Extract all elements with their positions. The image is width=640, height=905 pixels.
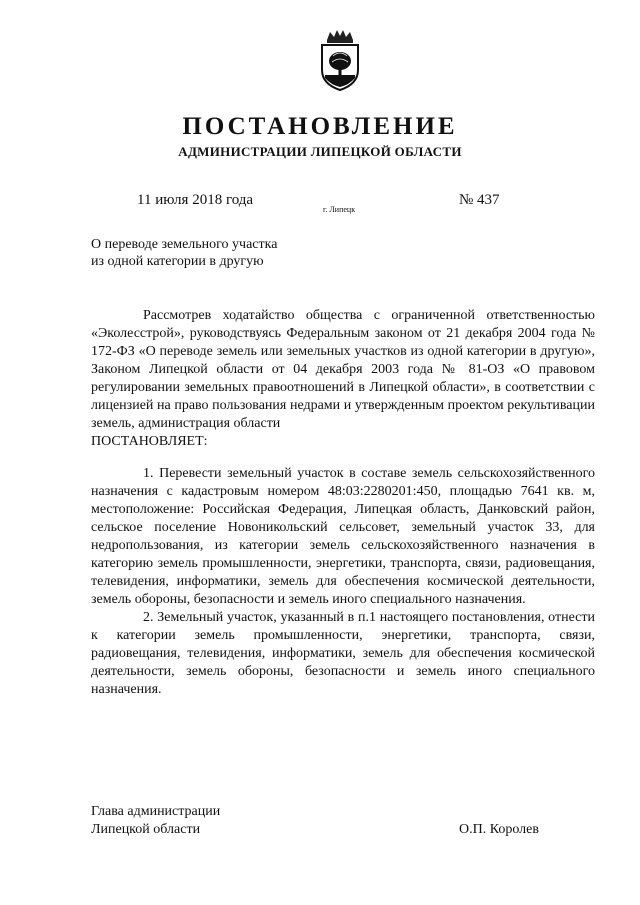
resolve-heading: ПОСТАНОВЛЯЕТ: bbox=[91, 434, 208, 449]
preamble-paragraph: Рассмотрев ходатайство общества с ограниченной ответственностью «Эколесстрой», руководствуясь Федеральным законом от 21 декабря 2004 года № 172-ФЗ «О переводе земель или земельных участков из одной категории в другую», Законом Липецкой области от 04 декабря 2003 года № 81-ОЗ «О правовом регулировании земельных правоотношений в Липецкой области», в соответствии с лицензией на право пользования недрами и утвержденным проектом рекультивации земель, администрация области bbox=[91, 308, 595, 431]
item-2-paragraph: 2. Земельный участок, указанный в п.1 настоящего постановления, отнести к категории земель промышленности, энергетики, транспорта, связи, радиовещания, телевидения, информатики, земель для обеспечения космической деятельности, земель обороны, безопасности и земель иного специального назначения. bbox=[91, 610, 595, 697]
subject-line-1: О переводе земельного участка bbox=[91, 237, 278, 252]
item-1-paragraph: 1. Перевести земельный участок в составе земель сельскохозяйственного назначения с кадастровым номером 48:03:2280201:450, площадью 7641 кв. м, местоположение: Российская Федерация, Липецкая область, Данковский район, сельское поселение Новоникольский сельсовет, земельный участок 33, для недропользования, из категории земель сельскохозяйственного назначения в категорию земель промышленности, энергетики, транспорта, связи, радиовещания, телевидения, информатики, земель для обеспечения космической деятельности, земель обороны, безопасности и земель иного специального назначения. bbox=[91, 466, 595, 607]
document-city: г. Липецк bbox=[323, 205, 356, 214]
document-title: ПОСТАНОВЛЕНИЕ bbox=[182, 113, 458, 140]
signatory-name: О.П. Королев bbox=[459, 822, 539, 837]
document-number: № 437 bbox=[459, 192, 500, 208]
signature-position bbox=[91, 803, 220, 839]
document-subject bbox=[91, 236, 277, 270]
signature-position-line-2: Липецкой области bbox=[91, 822, 201, 837]
document-subtitle: АДМИНИСТРАЦИИ ЛИПЕЦКОЙ ОБЛАСТИ bbox=[178, 144, 462, 159]
subject-line-2: из одной категории в другую bbox=[91, 254, 264, 269]
document-date: 11 июля 2018 года bbox=[137, 192, 254, 208]
document-body bbox=[91, 307, 595, 699]
signature-position-line-1: Глава администрации bbox=[91, 804, 221, 819]
coat-of-arms-emblem bbox=[313, 28, 367, 92]
